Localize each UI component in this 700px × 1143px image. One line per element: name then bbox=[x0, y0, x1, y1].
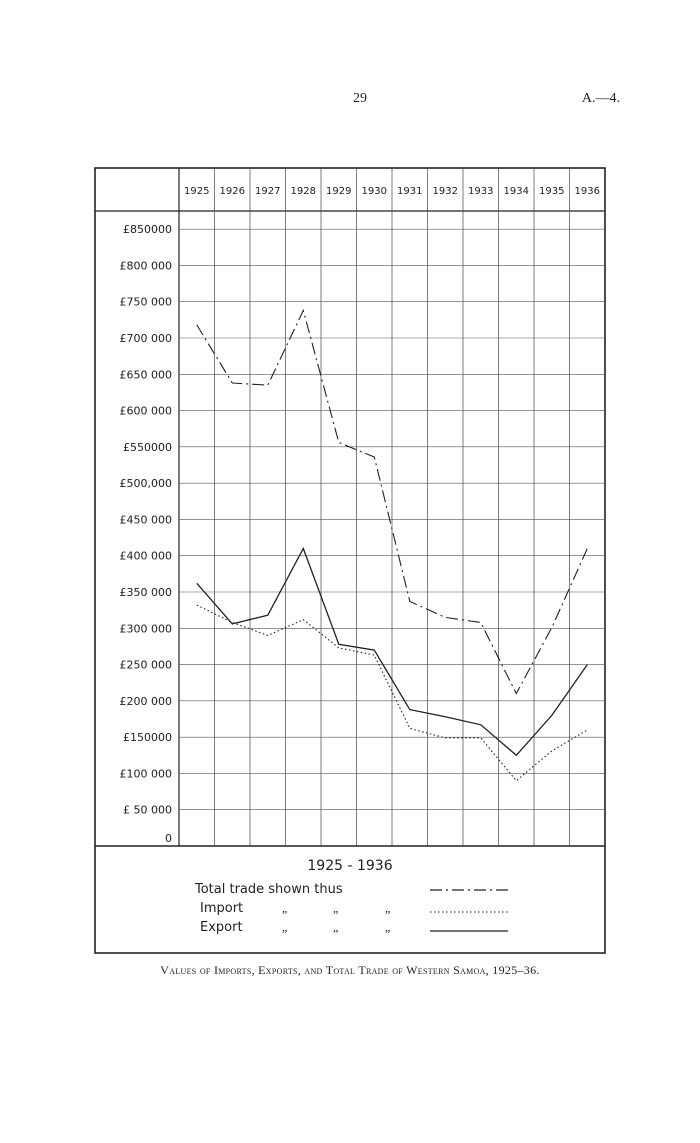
x-tick-label: 1936 bbox=[574, 186, 600, 197]
y-tick-label: £100 000 bbox=[119, 767, 172, 781]
legend-ditto-import-3: „ bbox=[385, 901, 391, 915]
legend-heading: Total trade shown thus bbox=[195, 882, 343, 897]
legend-label-import: Import bbox=[200, 901, 244, 916]
y-tick-label: £ 50 000 bbox=[123, 803, 172, 817]
x-tick-label: 1933 bbox=[468, 186, 494, 197]
legend-ditto-export-2: „ bbox=[333, 920, 339, 934]
x-tick-label: 1931 bbox=[397, 186, 423, 197]
y-tick-label: £500,000 bbox=[119, 477, 172, 491]
y-tick-label: £700 000 bbox=[119, 332, 172, 345]
document-reference: A.—4. bbox=[581, 91, 620, 106]
x-tick-label: 1929 bbox=[326, 186, 352, 197]
y-tick-label: £450 000 bbox=[119, 513, 172, 527]
x-tick-label: 1934 bbox=[503, 186, 529, 197]
y-tick-label: £750 000 bbox=[119, 295, 172, 309]
y-tick-label: £150000 bbox=[123, 731, 172, 745]
x-tick-label: 1935 bbox=[539, 186, 565, 197]
y-tick-label: £300 000 bbox=[119, 622, 172, 636]
legend-ditto-export-1: „ bbox=[282, 920, 288, 934]
y-tick-label: £200 000 bbox=[119, 694, 172, 708]
x-tick-label: 1928 bbox=[290, 186, 316, 197]
chart-title: 1925 - 1936 bbox=[307, 858, 393, 874]
y-tick-label: 0 bbox=[165, 832, 172, 845]
figure-caption: Values of Imports, Exports, and Total Trade of Western Samoa, 1925–36. bbox=[160, 963, 540, 977]
x-tick-label: 1925 bbox=[184, 186, 210, 197]
x-tick-label: 1926 bbox=[219, 186, 245, 197]
x-tick-label: 1930 bbox=[361, 186, 387, 197]
y-tick-label: £400 000 bbox=[119, 549, 172, 563]
legend-ditto-import-2: „ bbox=[333, 901, 339, 915]
x-tick-label: 1932 bbox=[432, 186, 458, 197]
y-tick-label: £650 000 bbox=[119, 368, 172, 382]
y-tick-label: £550000 bbox=[123, 440, 172, 454]
y-tick-label: £350 000 bbox=[119, 586, 172, 599]
legend-ditto-import-1: „ bbox=[282, 901, 288, 915]
legend-ditto-export-3: „ bbox=[385, 920, 391, 934]
legend-label-export: Export bbox=[200, 920, 243, 935]
x-tick-label: 1927 bbox=[255, 186, 281, 197]
y-tick-label: £800 000 bbox=[119, 259, 172, 273]
page-number: 29 bbox=[353, 91, 367, 106]
y-tick-label: £850000 bbox=[123, 223, 172, 237]
y-tick-label: £600 000 bbox=[119, 404, 172, 418]
y-tick-label: £250 000 bbox=[119, 658, 172, 672]
